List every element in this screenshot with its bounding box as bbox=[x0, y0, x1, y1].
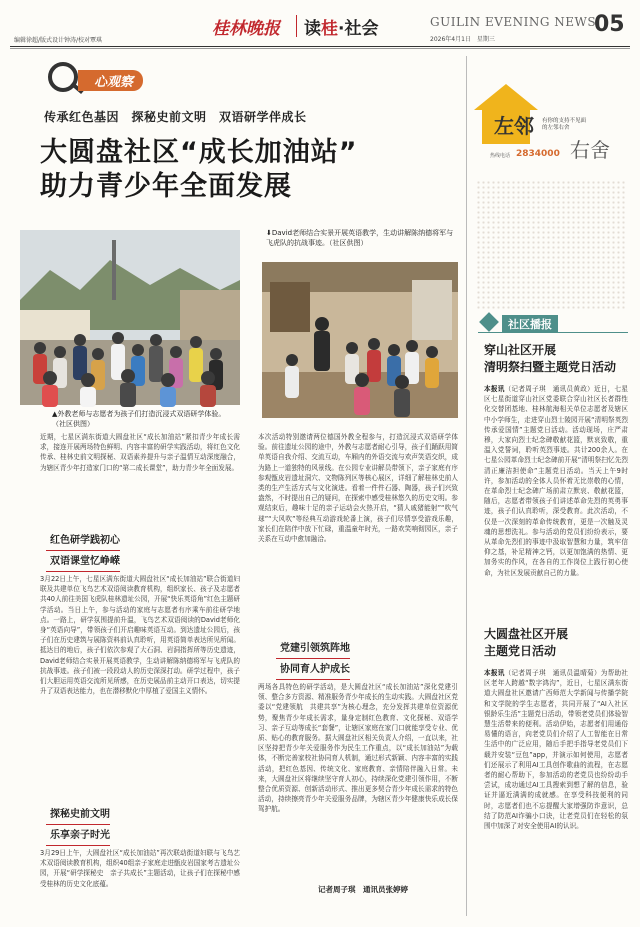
story1-title-line-2: 清明祭扫暨主题党日活动 bbox=[484, 360, 617, 374]
headline-line-1: 大圆盘社区“成长加油站” bbox=[40, 137, 358, 168]
neighbor-logo-title: 左邻 bbox=[494, 114, 534, 138]
subhead-prehistory bbox=[46, 806, 110, 846]
photo-indoor-illustration bbox=[262, 262, 458, 418]
column-divider bbox=[466, 56, 467, 916]
subhead-prehistory-b: 乐享亲子时光 bbox=[46, 827, 110, 846]
article-kicker: 传承红色基因 探秘史前文明 双语研学伴成长 bbox=[44, 110, 307, 124]
section3-body: 两场各具特色的研学活动，是大圆盘社区“成长加油站”深化党建引领、整合多方资源、精准服务青少年成长的生动实践。大圆盘社区党委以“党建领航 共建共享”为核心理念，充分发挥共建单位资源优势，聚焦青少年成长需求，量身定制红色教育、文化探秘、双语学习、亲子互动等成长“套餐”，让辖区家庭在家门口就能享受专业、优质、贴心的教育服务。据大圆盘社区相关负责人介绍，一直以来，社区坚持把青少年关爱服务作为民生工作重点，以“成长加油站”为载体，不断完善家校社协同育人机制，通过形式新颖、内容丰富的实践活动，把红色基因、传统文化、家庭教育、亲情陪伴融入日常。未来，大圆盘社区将继续坚守育人初心，持续深化党建引领作用，不断整合优质资源、创新活动形式、推出更多契合青少年成长需求的特色活动，持续擦亮青少年关爱服务品牌，为辖区青少年健康快乐成长保驾护航。 bbox=[258, 683, 458, 814]
story1-body bbox=[484, 384, 635, 592]
subhead-party-building-b: 协同育人护成长 bbox=[276, 661, 350, 680]
article-signoff: 记者周子琪 通讯员张婷婷 bbox=[318, 885, 408, 894]
story1-title bbox=[484, 342, 616, 376]
story2-title-line-2: 主题党日活动 bbox=[484, 644, 557, 658]
masthead-rule bbox=[10, 46, 630, 47]
subhead-red-study-a: 红色研学践初心 bbox=[46, 532, 120, 551]
article-intro: 近期，七星区满东街道大圆盘社区“成长加油站”紧扣青少年成长需求，接连开展两场特色鲜明、内容丰富的研学实践活动，将红色文化传承、桂林史前文明探秘、双语素养提升与亲子温情互动深度融合，为辖区青少年打造家门口的“第二成长课堂”，助力青少年全面发展。 bbox=[40, 433, 240, 472]
hotline-number: 2834000 bbox=[516, 149, 560, 159]
paper-name: 桂林晚报 bbox=[212, 19, 280, 39]
house-roof-icon bbox=[474, 84, 538, 110]
subhead-party-building bbox=[276, 640, 350, 680]
story1-byline: 本报讯 bbox=[484, 385, 505, 393]
community-brief-label: 社区播报 bbox=[502, 315, 558, 333]
story2-title-line-1: 大圆盘社区开展 bbox=[484, 627, 569, 641]
english-paper-name: GUILIN EVENING NEWS bbox=[430, 15, 597, 29]
diamond-icon bbox=[479, 312, 499, 332]
editor-credits: 编辑徐超/版式设计钟涛/校对覃琪 bbox=[14, 37, 103, 44]
column-logo bbox=[48, 62, 168, 96]
article-headline bbox=[40, 136, 358, 204]
masthead-rule-thin bbox=[10, 48, 630, 49]
community-brief-rule bbox=[478, 332, 628, 333]
masthead-divider bbox=[296, 15, 297, 37]
hotline-label: 热线电话 bbox=[490, 153, 511, 159]
headline-line-2: 助力青少年全面发展 bbox=[40, 171, 292, 202]
section-prefix: 读 bbox=[304, 19, 321, 39]
story1-text: （记者周子琪 通讯员黄政）近日，七星区七星街道穿山社区党委联合穿山社区长者群性化交替团基地、桂林航海相关单位志愿者及辖区中小学师生，走进穿山烈士陵园开展“清明祭英烈 传承爱国情”主题党日活动。活动现场，庄严肃穆，大家向烈士纪念碑敬献花篮，默哀致敬，重温入党誓词，聆听英烈事迹。共计200余人。在七星公园革命烈士纪念碑前开展“清明祭扫忆先烈 清正廉洁担使命”主题党日活动。当天上午9时许，参加活动的全体人员怀着无比崇敬的心情，在革命烈士纪念碑广场前肃立默哀、敬献花篮，随后，志愿者带领孩子们讲述革命先烈的英勇事迹，孩子们认真聆听，深受教育。此次活动，不仅是一次深刻的革命传统教育，更是一次触及灵魂的思想洗礼。参与活动的党员们纷纷表示，要从革命先烈们的事迹中汲取智慧和力量，筑牢信仰之基，补足精神之钙，以更加饱满的热情、更加务实的作风，在各自的工作岗位上践行初心使命，为社区发展贡献自己的力量。 bbox=[484, 385, 635, 577]
masthead bbox=[0, 0, 640, 48]
section-name bbox=[304, 14, 378, 39]
photo-outdoor-group bbox=[20, 230, 240, 405]
section-accent: 桂 bbox=[321, 19, 338, 39]
section2-body: 3月29日上午，大圆盘社区“成长加油站”再次联动街道妇联与飞鸟艺术双语阅读教育机构，组织40组亲子家庭走进甑皮岩国家考古遗址公园，开展“研学探秘史 亲子共成长”主题活动，让孩子们在探秘中感受桂林的历史文化底蕴。 bbox=[40, 849, 240, 888]
subhead-red-study-b: 双语课堂忆峥嵘 bbox=[46, 553, 120, 572]
section-suffix: ·社会 bbox=[338, 19, 379, 39]
story2-body bbox=[484, 668, 635, 918]
subhead-red-study bbox=[46, 532, 120, 572]
middle-body: 本次活动特别邀请两位德国外教全程参与，打造沉浸式双语研学体验。前往遗址公园的途中，外教与志愿者耐心引导，孩子们踊跃用简单英语自我介绍、交流互动，车厢内的外语交流与欢声笑语交织，成为路上一道独特的风景线。在公园专业讲解员带领下，亲子家庭有序参观甑皮岩遗址洞穴、文物陈列区等核心展区，详细了解桂林史前人类的生产生活方式与文化演进。看着一件件石器、陶器，孩子们兴致盎然，不时提出自己的疑问，在探索中感受桂林悠久的历史文明。参观结束后，趣味十足的亲子运动会火热开启，“猜人戚猪能射”“吹气球”“大风吹”等经典互动游戏轮番上演，孩子们尽情享受游戏乐趣，家长们在陪伴中放下忙碌，重温童年时光，一路欢笑响彻园区，亲子关系在互动中愈加融洽。 bbox=[258, 433, 458, 544]
story1-title-line-1: 穿山社区开展 bbox=[484, 343, 557, 357]
page-number: 05 bbox=[594, 12, 625, 37]
subhead-party-building-a: 党建引领筑阵地 bbox=[276, 640, 350, 659]
story2-byline: 本报讯 bbox=[484, 669, 505, 677]
community-brief-header bbox=[478, 312, 628, 334]
section1-body: 3月22日上午，七星区满东街道大圆盘社区“成长加油站”联合街道妇联及共建单位飞鸟艺术双语阅读教育机构，组织家长、孩子及志愿者共40人前往美国飞虎队桂林遗址公园，开展“快乐英语角”红色主题研学活动。当日上午，参与活动的家庭与志愿者有序乘车前往研学地点。一路上，研学氛围提前升温，飞鸟艺术双语阅读的David老师化身“英语向导”，带领孩子们开启趣味英语互动。到达遗址公园后，孩子们在历史建筑与展陈资料前认真聆听，用英语简单表达所见所闻。抵达目的地后，孩子们依次参观了大石洞、岩洞指挥所等历史遗迹，David老师结合实景开展英语教学，生动讲解陈纳德将军与飞虎队的抗战事迹。孩子们被一段段动人的历史深深打动。研学过程中，孩子们大胆运用英语交流所见所感，在历史展品前主动开口表达，切实提升了双语表达能力，也在潜移默化中厚植了爱国主义情怀。 bbox=[40, 575, 240, 696]
caption-outdoor: ▲外教老师与志愿者为孩子们打造沉浸式双语研学体验。（社区供图） bbox=[52, 410, 226, 428]
subhead-prehistory-a: 探秘史前文明 bbox=[46, 806, 110, 825]
photo-indoor-exhibit bbox=[262, 262, 458, 418]
story2-text: （记者周子琪 通讯员温晴菊）为帮助社区老年人跨越“数字鸿沟”，近日，七星区满东街道大圆盘社区邀请广西师范大学新闻与传播学院和文学院的学生志愿者，共同开展了“AI入社区 银龄乐生活”主题党日活动，带领老党员们体验智慧生活带来的便利。活动伊始，志愿者们用通俗易懂的语言，向老党员们介绍了人工智能在日常生活中的广泛应用，随后手把手指导老党员们下载并安装“豆包”app，并演示如何使用，志愿者们还展示了利用AI工具创作歌曲的流程，在志愿者的耐心帮助下，参加活动的老党员也纷纷动手尝试，成功通过AI工具搜索到想了解的信息，验证并逼近满满的成就感。在享受科技便利的同时，志愿者们也不忘提醒大家增强防诈意识，总结了防范AI诈骗小口诀，让老党员们在轻松的氛围中加深了对安全使用AI的认识。 bbox=[484, 669, 635, 831]
column-logo-label: 心观察 bbox=[78, 70, 143, 91]
neighbor-logo-title-2: 右舍 bbox=[570, 138, 610, 162]
issue-date: 2026年4月1日 星期三 bbox=[430, 36, 495, 43]
photo-outdoor-illustration bbox=[20, 230, 240, 405]
decorative-dot-pattern bbox=[476, 180, 626, 310]
neighbor-logo-slogan: 有你的支持不见面的左邻右舍 bbox=[542, 118, 587, 131]
caption-indoor: ⬇David老师结合实景开展英语教学，生动讲解陈纳德将军与飞虎队的抗战事迹。（社区供图） bbox=[266, 229, 454, 247]
story2-title bbox=[484, 626, 568, 660]
neighbor-column-logo bbox=[470, 84, 630, 174]
